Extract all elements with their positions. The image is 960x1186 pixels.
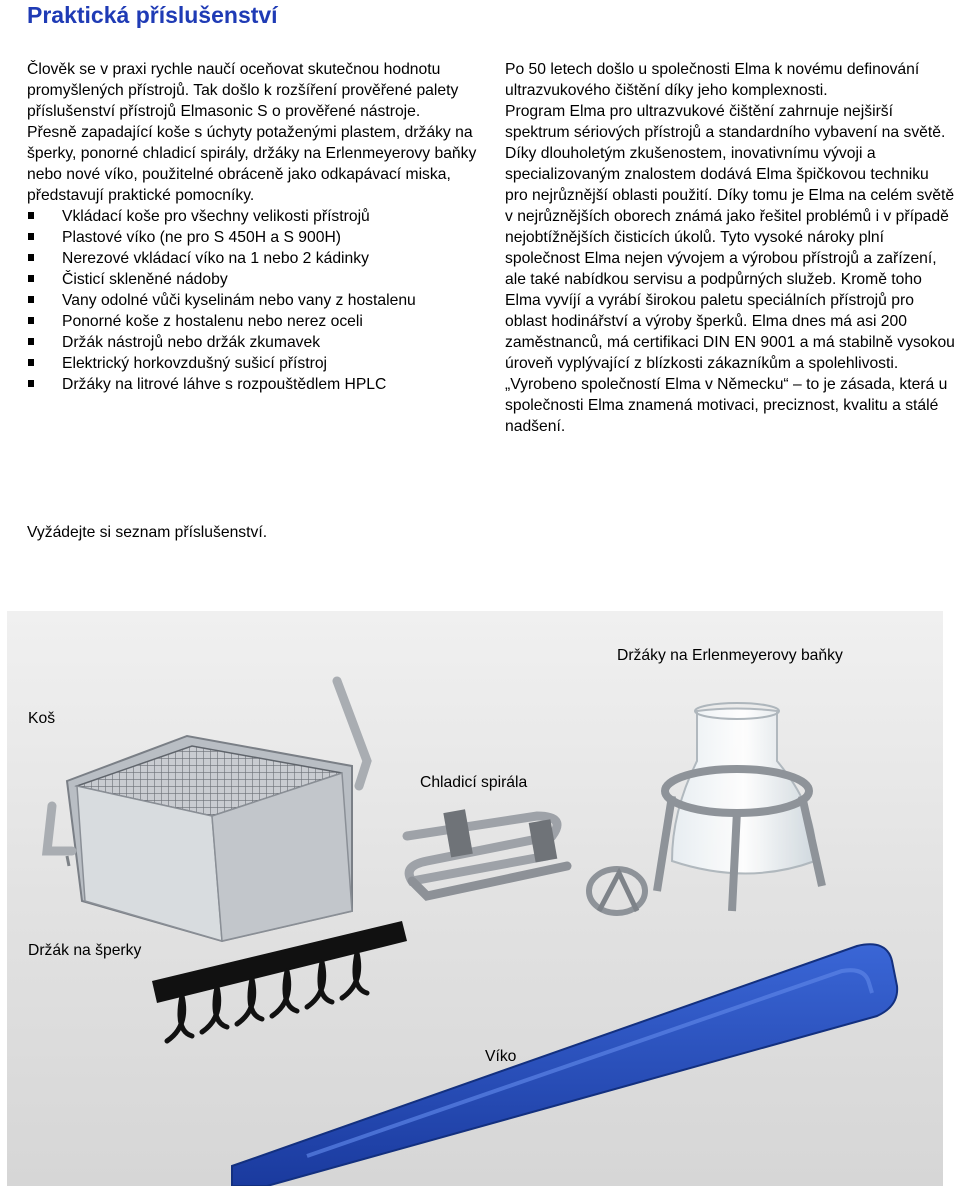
list-item: Držák nástrojů nebo držák zkumavek: [27, 332, 487, 353]
accessories-list: [27, 206, 487, 395]
basket-label: Koš: [28, 710, 56, 727]
square-bullet-icon: [28, 338, 34, 345]
request-text: Vyžádejte si seznam příslušenství.: [27, 524, 268, 541]
right-column: [505, 59, 955, 437]
page-title: Praktická příslušenství: [27, 2, 278, 28]
square-bullet-icon: [28, 254, 34, 261]
jewelry-holder-label: Držák na šperky: [28, 942, 142, 959]
square-bullet-icon: [28, 212, 34, 219]
list-item: Nerezové vkládací víko na 1 nebo 2 kádinky: [27, 248, 487, 269]
left-column: [27, 59, 487, 395]
cooling-coil-label: Chladicí spirála: [420, 774, 528, 791]
accessories-paragraph: Přesně zapadající koše s úchyty potaženými plastem, držáky na šperky, ponorné chladicí spirály, držáky na Erlenmeyerovy baňky nebo nové víko, použitelné obráceně jako odkapávací miska, představují praktické pomocníky.: [27, 124, 477, 204]
motto-paragraph: „Vyrobeno společností Elma v Německu“ – to je zásada, která u společnosti Elma znamená motivaci, preciznost, kvalitu a stálé nadšení.: [505, 376, 948, 435]
square-bullet-icon: [28, 233, 34, 240]
list-item: Plastové víko (ne pro S 450H a S 900H): [27, 227, 487, 248]
list-item: Ponorné koše z hostalenu nebo nerez oceli: [27, 311, 487, 332]
square-bullet-icon: [28, 317, 34, 324]
list-item: Elektrický horkovzdušný sušicí přístroj: [27, 353, 487, 374]
program-paragraph: Program Elma pro ultrazvukové čištění zahrnuje nejširší spektrum sériových přístrojů a standardního vybavení na světě. Díky dlouholetým zkušenostem, inovativnímu vývoji a specializovaným znalostem dodává Elma špičkovou techniku pro nejrůznější oblasti použití. Díky tomu je Elma na celém světě v nejrůznějších oborech známá jako řešitel problémů i v případě nejobtížnějších čisticích úkolů. Tyto vysoké nároky plní společnost Elma nejen vývojem a výrobou přístrojů a zařízení, ale také nabídkou servisu a podpůrných služeb. Kromě toho Elma vyvíjí a vyrábí širokou paletu speciálních přístrojů pro oblast hodinářství a výroby šperků. Elma dnes má asi 200 zaměstnanců, má certifikaci DIN EN 9001 a má stabilně vysokou úroveň vyplývající z blízkosti zákazníkům a spolehlivosti.: [505, 103, 955, 372]
list-item: Čisticí skleněné nádoby: [27, 269, 487, 290]
list-item: Držáky na litrové láhve s rozpouštědlem HPLC: [27, 374, 487, 395]
square-bullet-icon: [28, 380, 34, 387]
erlenmeyer-holder-label: Držáky na Erlenmeyerovy baňky: [617, 647, 843, 664]
accessories-photo: [7, 611, 943, 1186]
history-paragraph: Po 50 letech došlo u společnosti Elma k novému definování ultrazvukového čištění díky jeho komplexnosti.: [505, 61, 920, 99]
square-bullet-icon: [28, 296, 34, 303]
accessories-illustration: [7, 611, 943, 1186]
list-item: Vkládací koše pro všechny velikosti přístrojů: [27, 206, 487, 227]
intro-paragraph: Člověk se v praxi rychle naučí oceňovat skutečnou hodnotu promyšlených přístrojů. Tak došlo k rozšíření prověřené palety příslušenství přístrojů Elmasonic S o prověřené nástroje.: [27, 61, 459, 120]
lid-label: Víko: [485, 1048, 517, 1065]
square-bullet-icon: [28, 275, 34, 282]
square-bullet-icon: [28, 359, 34, 366]
list-item: Vany odolné vůči kyselinám nebo vany z hostalenu: [27, 290, 487, 311]
